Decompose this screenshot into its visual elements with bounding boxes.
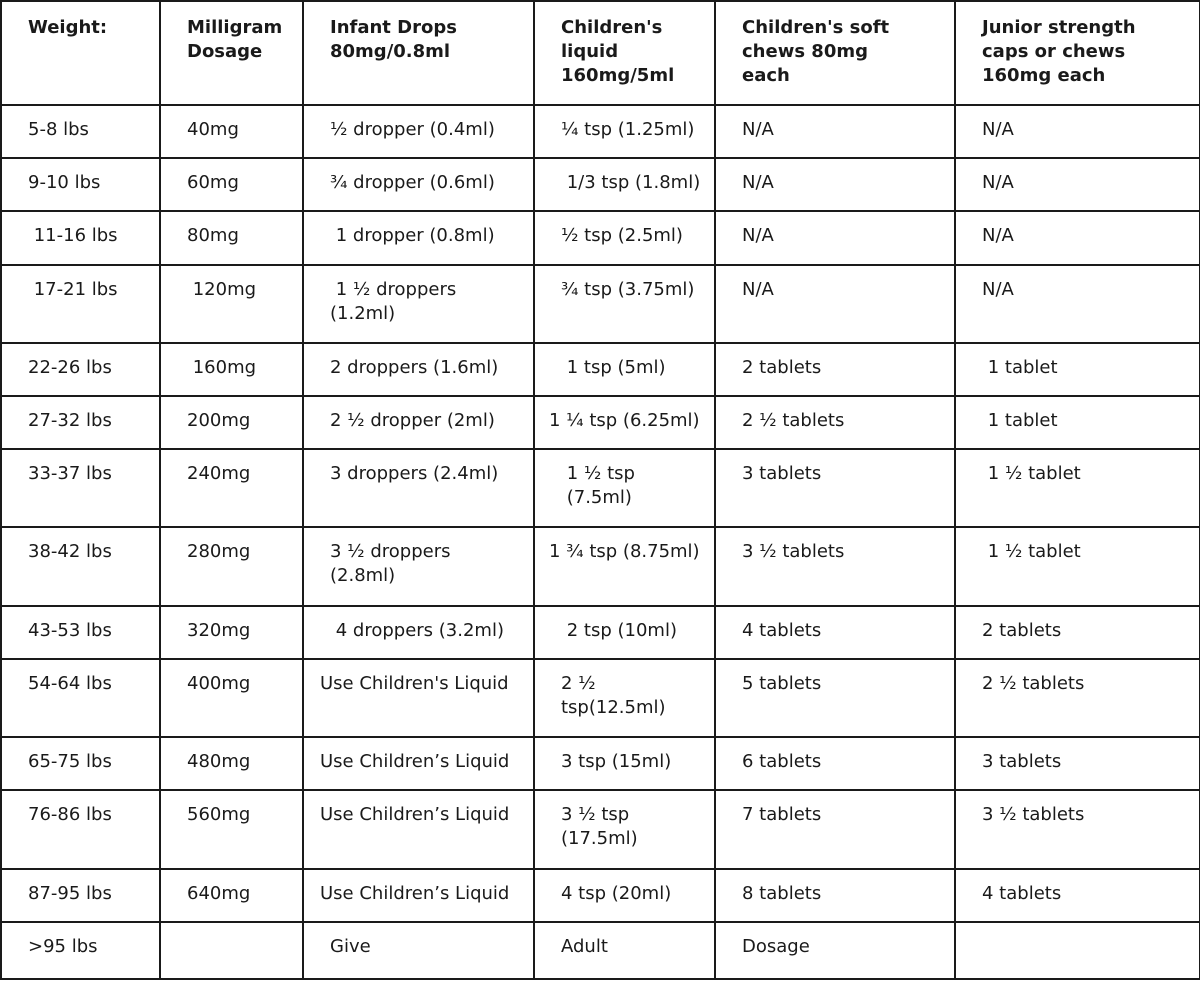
cell-junior-strength: 3 tablets: [955, 737, 1200, 790]
table-row: [1, 869, 1200, 922]
cell-infant-drops: 2 ½ dropper (2ml): [303, 396, 534, 449]
cell-junior-strength: N/A: [955, 158, 1200, 211]
table-row: [1, 396, 1200, 449]
cell-weight: >95 lbs: [1, 922, 160, 979]
table-row: [1, 158, 1200, 211]
cell-soft-chews: N/A: [715, 105, 955, 158]
table-row: [1, 265, 1200, 343]
cell-soft-chews: 7 tablets: [715, 790, 955, 868]
cell-infant-drops: 1 dropper (0.8ml): [303, 211, 534, 264]
cell-milligram-dosage: 60mg: [160, 158, 303, 211]
cell-soft-chews: N/A: [715, 265, 955, 343]
cell-childrens-liquid: 4 tsp (20ml): [534, 869, 715, 922]
table-row: [1, 659, 1200, 737]
cell-soft-chews: 8 tablets: [715, 869, 955, 922]
cell-childrens-liquid: 1/3 tsp (1.8ml): [534, 158, 715, 211]
cell-junior-strength: N/A: [955, 211, 1200, 264]
cell-childrens-liquid: 1 ¼ tsp (6.25ml): [534, 396, 715, 449]
cell-milligram-dosage: 40mg: [160, 105, 303, 158]
table-row: [1, 343, 1200, 396]
cell-soft-chews: 3 tablets: [715, 449, 955, 527]
cell-weight: 54-64 lbs: [1, 659, 160, 737]
cell-infant-drops: 3 ½ droppers (2.8ml): [303, 527, 534, 605]
cell-soft-chews: 2 ½ tablets: [715, 396, 955, 449]
header-milligram-dosage: Milligram Dosage: [160, 1, 303, 105]
cell-childrens-liquid: 3 tsp (15ml): [534, 737, 715, 790]
cell-junior-strength: N/A: [955, 265, 1200, 343]
cell-soft-chews: 2 tablets: [715, 343, 955, 396]
cell-infant-drops: Use Children’s Liquid: [303, 869, 534, 922]
table-row: [1, 211, 1200, 264]
cell-childrens-liquid: 1 tsp (5ml): [534, 343, 715, 396]
cell-milligram-dosage: 640mg: [160, 869, 303, 922]
cell-junior-strength: 2 tablets: [955, 606, 1200, 659]
cell-childrens-liquid: 1 ¾ tsp (8.75ml): [534, 527, 715, 605]
cell-childrens-liquid: 3 ½ tsp (17.5ml): [534, 790, 715, 868]
cell-childrens-liquid: ¾ tsp (3.75ml): [534, 265, 715, 343]
cell-milligram-dosage: 200mg: [160, 396, 303, 449]
cell-infant-drops: ¾ dropper (0.6ml): [303, 158, 534, 211]
cell-infant-drops: Use Children's Liquid: [303, 659, 534, 737]
cell-childrens-liquid: 2 ½ tsp(12.5ml): [534, 659, 715, 737]
cell-weight: 22-26 lbs: [1, 343, 160, 396]
cell-junior-strength: 1 tablet: [955, 343, 1200, 396]
cell-childrens-liquid: ½ tsp (2.5ml): [534, 211, 715, 264]
cell-milligram-dosage: 320mg: [160, 606, 303, 659]
cell-soft-chews: N/A: [715, 158, 955, 211]
cell-infant-drops: Use Children’s Liquid: [303, 790, 534, 868]
cell-junior-strength: N/A: [955, 105, 1200, 158]
cell-soft-chews: 4 tablets: [715, 606, 955, 659]
cell-weight: 5-8 lbs: [1, 105, 160, 158]
cell-junior-strength: 2 ½ tablets: [955, 659, 1200, 737]
cell-milligram-dosage: 160mg: [160, 343, 303, 396]
cell-soft-chews: N/A: [715, 211, 955, 264]
cell-soft-chews: 6 tablets: [715, 737, 955, 790]
table-row: [1, 105, 1200, 158]
cell-junior-strength: 1 ½ tablet: [955, 527, 1200, 605]
cell-junior-strength: 1 tablet: [955, 396, 1200, 449]
table-row: [1, 449, 1200, 527]
header-weight: Weight:: [1, 1, 160, 105]
cell-weight: 11-16 lbs: [1, 211, 160, 264]
cell-weight: 87-95 lbs: [1, 869, 160, 922]
cell-weight: 17-21 lbs: [1, 265, 160, 343]
cell-weight: 27-32 lbs: [1, 396, 160, 449]
table-header: [1, 1, 1200, 105]
cell-infant-drops: Give: [303, 922, 534, 979]
cell-soft-chews: Dosage: [715, 922, 955, 979]
cell-childrens-liquid: 2 tsp (10ml): [534, 606, 715, 659]
cell-infant-drops: 3 droppers (2.4ml): [303, 449, 534, 527]
cell-infant-drops: ½ dropper (0.4ml): [303, 105, 534, 158]
header-junior-strength: Junior strength caps or chews 160mg each: [955, 1, 1200, 105]
header-childrens-liquid: Children's liquid 160mg/5ml: [534, 1, 715, 105]
cell-weight: 65-75 lbs: [1, 737, 160, 790]
cell-milligram-dosage: 280mg: [160, 527, 303, 605]
cell-weight: 43-53 lbs: [1, 606, 160, 659]
cell-milligram-dosage: 560mg: [160, 790, 303, 868]
table-row: [1, 790, 1200, 868]
cell-infant-drops: 4 droppers (3.2ml): [303, 606, 534, 659]
header-row: [1, 1, 1200, 105]
cell-milligram-dosage: 480mg: [160, 737, 303, 790]
cell-junior-strength: 4 tablets: [955, 869, 1200, 922]
cell-milligram-dosage: [160, 922, 303, 979]
header-childrens-soft-chews: Children's soft chews 80mg each: [715, 1, 955, 105]
table-row: [1, 922, 1200, 979]
cell-junior-strength: 3 ½ tablets: [955, 790, 1200, 868]
cell-childrens-liquid: ¼ tsp (1.25ml): [534, 105, 715, 158]
table-row: [1, 527, 1200, 605]
cell-infant-drops: Use Children’s Liquid: [303, 737, 534, 790]
cell-milligram-dosage: 400mg: [160, 659, 303, 737]
cell-soft-chews: 3 ½ tablets: [715, 527, 955, 605]
cell-weight: 76-86 lbs: [1, 790, 160, 868]
cell-infant-drops: 2 droppers (1.6ml): [303, 343, 534, 396]
cell-weight: 33-37 lbs: [1, 449, 160, 527]
cell-milligram-dosage: 240mg: [160, 449, 303, 527]
cell-milligram-dosage: 80mg: [160, 211, 303, 264]
cell-weight: 38-42 lbs: [1, 527, 160, 605]
table-row: [1, 606, 1200, 659]
cell-childrens-liquid: 1 ½ tsp (7.5ml): [534, 449, 715, 527]
cell-junior-strength: [955, 922, 1200, 979]
cell-soft-chews: 5 tablets: [715, 659, 955, 737]
cell-childrens-liquid: Adult: [534, 922, 715, 979]
cell-infant-drops: 1 ½ droppers (1.2ml): [303, 265, 534, 343]
cell-weight: 9-10 lbs: [1, 158, 160, 211]
cell-junior-strength: 1 ½ tablet: [955, 449, 1200, 527]
cell-milligram-dosage: 120mg: [160, 265, 303, 343]
table-row: [1, 737, 1200, 790]
header-infant-drops: Infant Drops 80mg/0.8ml: [303, 1, 534, 105]
table-body: [1, 105, 1200, 979]
